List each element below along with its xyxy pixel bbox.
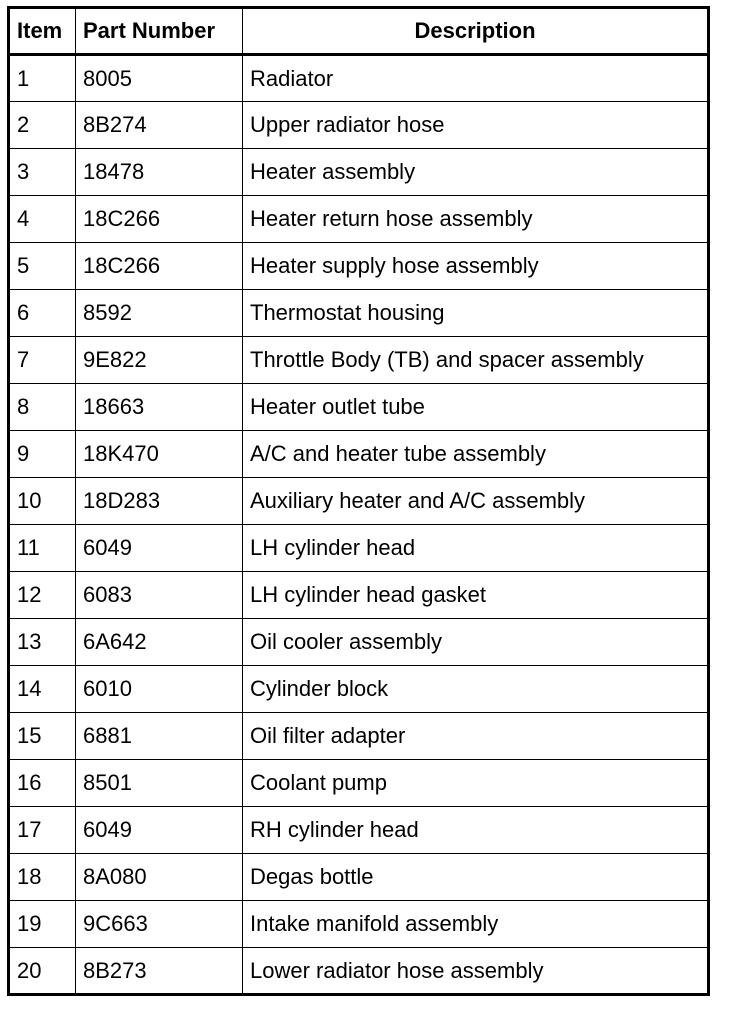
item-cell: 6 [9, 290, 76, 337]
description-cell: Degas bottle [243, 854, 709, 901]
table-row [9, 713, 709, 760]
description-cell: LH cylinder head [243, 525, 709, 572]
table-row [9, 478, 709, 525]
table-row [9, 384, 709, 431]
part-number-cell: 6049 [76, 807, 243, 854]
description-cell: Heater assembly [243, 149, 709, 196]
description-cell: Thermostat housing [243, 290, 709, 337]
item-cell: 5 [9, 243, 76, 290]
item-cell: 18 [9, 854, 76, 901]
part-number-cell: 18663 [76, 384, 243, 431]
description-cell: Heater outlet tube [243, 384, 709, 431]
item-cell: 2 [9, 102, 76, 149]
table-row [9, 760, 709, 807]
header-row [9, 8, 709, 55]
description-cell: Coolant pump [243, 760, 709, 807]
item-cell: 8 [9, 384, 76, 431]
description-cell: Lower radiator hose assembly [243, 948, 709, 995]
description-cell: Intake manifold assembly [243, 901, 709, 948]
part-number-cell: 8B274 [76, 102, 243, 149]
table-row [9, 854, 709, 901]
part-number-cell: 18C266 [76, 196, 243, 243]
part-number-cell: 6010 [76, 666, 243, 713]
part-number-cell: 8B273 [76, 948, 243, 995]
part-number-cell: 9C663 [76, 901, 243, 948]
item-cell: 3 [9, 149, 76, 196]
description-cell: Oil cooler assembly [243, 619, 709, 666]
item-cell: 4 [9, 196, 76, 243]
part-number-cell: 18478 [76, 149, 243, 196]
table-row [9, 901, 709, 948]
table-row [9, 337, 709, 384]
description-cell: Oil filter adapter [243, 713, 709, 760]
part-number-cell: 8A080 [76, 854, 243, 901]
description-cell: Throttle Body (TB) and spacer assembly [243, 337, 709, 384]
part-number-cell: 8501 [76, 760, 243, 807]
item-cell: 20 [9, 948, 76, 995]
part-number-cell: 8592 [76, 290, 243, 337]
part-number-cell: 6049 [76, 525, 243, 572]
item-cell: 10 [9, 478, 76, 525]
description-cell: LH cylinder head gasket [243, 572, 709, 619]
table-row [9, 666, 709, 713]
part-number-cell: 18K470 [76, 431, 243, 478]
table-header [9, 8, 709, 55]
header-description: Description [243, 8, 709, 55]
item-cell: 12 [9, 572, 76, 619]
item-cell: 7 [9, 337, 76, 384]
table-row [9, 149, 709, 196]
description-cell: Cylinder block [243, 666, 709, 713]
table-row [9, 196, 709, 243]
table-row [9, 948, 709, 995]
part-number-cell: 8005 [76, 55, 243, 102]
part-number-cell: 6881 [76, 713, 243, 760]
table-row [9, 290, 709, 337]
item-cell: 1 [9, 55, 76, 102]
table-row [9, 807, 709, 854]
part-number-cell: 18C266 [76, 243, 243, 290]
part-number-cell: 18D283 [76, 478, 243, 525]
description-cell: Heater return hose assembly [243, 196, 709, 243]
parts-table [7, 6, 710, 996]
part-number-cell: 9E822 [76, 337, 243, 384]
header-item: Item [9, 8, 76, 55]
description-cell: Auxiliary heater and A/C assembly [243, 478, 709, 525]
table-row [9, 102, 709, 149]
item-cell: 14 [9, 666, 76, 713]
table-row [9, 525, 709, 572]
description-cell: Heater supply hose assembly [243, 243, 709, 290]
item-cell: 17 [9, 807, 76, 854]
header-part-number: Part Number [76, 8, 243, 55]
description-cell: RH cylinder head [243, 807, 709, 854]
description-cell: Radiator [243, 55, 709, 102]
table-row [9, 55, 709, 102]
item-cell: 19 [9, 901, 76, 948]
table-row [9, 243, 709, 290]
description-cell: Upper radiator hose [243, 102, 709, 149]
table-row [9, 619, 709, 666]
part-number-cell: 6083 [76, 572, 243, 619]
item-cell: 13 [9, 619, 76, 666]
part-number-cell: 6A642 [76, 619, 243, 666]
item-cell: 11 [9, 525, 76, 572]
table-row [9, 431, 709, 478]
table-body [9, 55, 709, 995]
description-cell: A/C and heater tube assembly [243, 431, 709, 478]
item-cell: 9 [9, 431, 76, 478]
item-cell: 15 [9, 713, 76, 760]
table-row [9, 572, 709, 619]
item-cell: 16 [9, 760, 76, 807]
